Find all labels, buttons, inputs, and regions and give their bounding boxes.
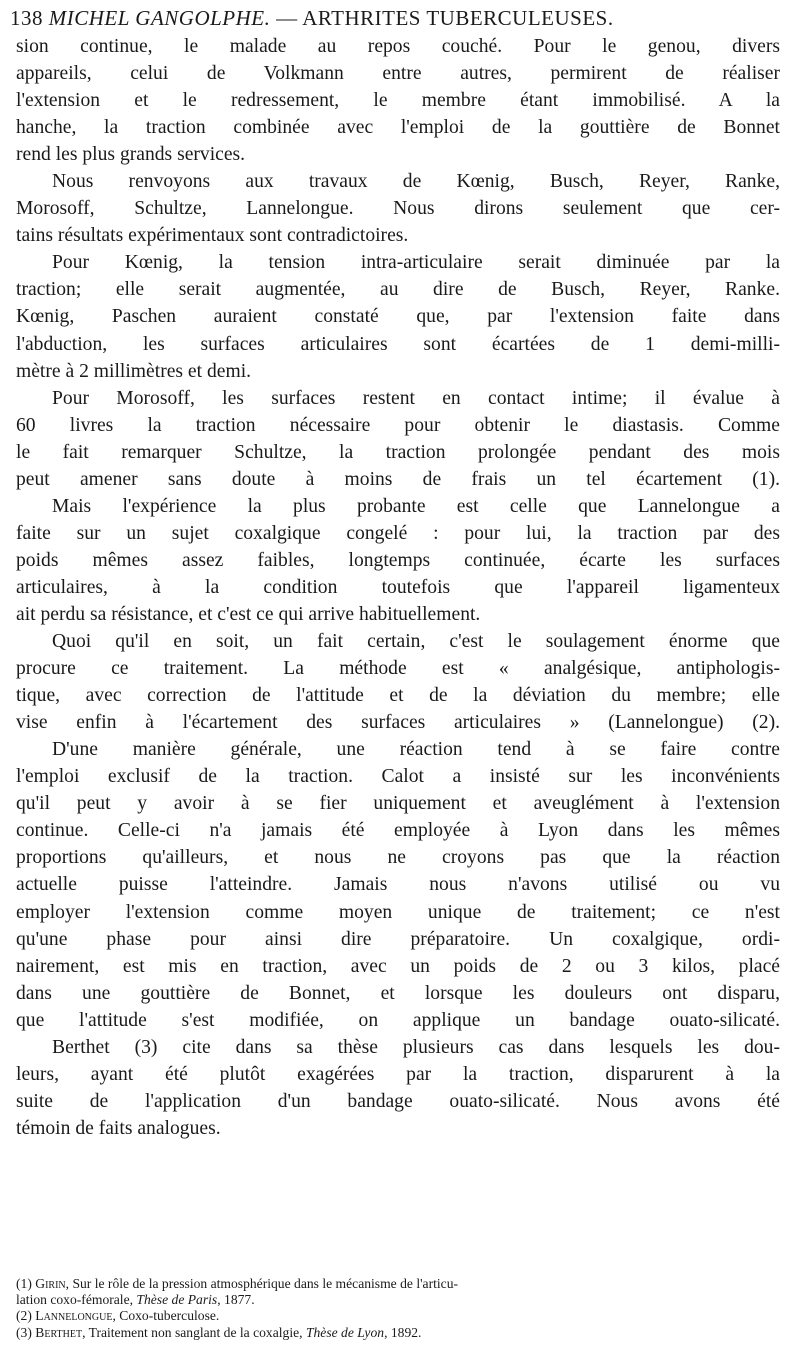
text-line: hanche, la traction combinée avec l'emploi de la gouttière de Bonnet xyxy=(16,117,780,139)
footnote-author: Girin xyxy=(35,1276,66,1291)
text-line: Morosoff, Schultze, Lannelongue. Nous dirons seulement que cer- xyxy=(16,198,780,220)
footnote-text: , Traitement non sanglant de la coxalgie, xyxy=(82,1324,306,1340)
text-line: nairement, est mis en traction, avec un poids de 2 ou 3 kilos, placé xyxy=(16,955,780,977)
running-head-separator: — xyxy=(270,6,303,30)
footnote-text: , Coxo-tuberculose. xyxy=(112,1308,220,1324)
page-number: 138 xyxy=(10,6,43,30)
running-head xyxy=(10,6,780,31)
text-line: le fait remarquer Schultze, la traction prolongée pendant des mois xyxy=(16,441,780,463)
footnote-text: , Sur le rôle de la pression atmosphérique dans le mécanisme de l'articu- xyxy=(65,1276,459,1291)
text-line: suite de l'application d'un bandage ouato-silicaté. Nous avons été xyxy=(16,1090,780,1112)
text-line: dans une gouttière de Bonnet, et lorsque les douleurs ont disparu, xyxy=(16,982,780,1004)
text-line: continue. Celle-ci n'a jamais été employée à Lyon dans les mêmes xyxy=(16,820,780,842)
text-line: faite sur un sujet coxalgique congelé : pour lui, la traction par des xyxy=(16,522,780,544)
text-line: D'une manière générale, une réaction tend à se faire contre xyxy=(52,739,780,761)
text-line: articulaires, à la condition toutefois que l'appareil ligamenteux xyxy=(16,576,780,598)
footnote-title: Thèse de Lyon xyxy=(305,1324,385,1340)
running-head-title: ARTHRITES TUBERCULEUSES. xyxy=(302,6,614,30)
footnote-line xyxy=(16,1325,780,1341)
footnote-line xyxy=(16,1292,780,1308)
text-line: proportions qu'ailleurs, et nous ne croyons pas que la réaction xyxy=(16,847,780,869)
running-head-author: MICHEL GANGOLPHE. xyxy=(48,6,271,30)
text-line: que l'attitude s'est modifiée, on applique un bandage ouato-silicaté. xyxy=(16,1009,780,1031)
footnote-number: (3) xyxy=(16,1324,32,1340)
text-line: qu'une phase pour ainsi dire préparatoire. Un coxalgique, ordi- xyxy=(16,928,780,950)
text-line: Mais l'expérience la plus probante est celle que Lannelongue a xyxy=(52,495,780,517)
text-line: l'extension et le redressement, le membre étant immobilisé. A la xyxy=(16,90,780,112)
text-line: l'abduction, les surfaces articulaires sont écartées de 1 demi-milli- xyxy=(16,333,780,355)
footnote-line xyxy=(16,1276,780,1292)
text-line: témoin de faits analogues. xyxy=(16,1117,221,1139)
text-line: rend les plus grands services. xyxy=(16,144,246,166)
text-line: traction; elle serait augmentée, au dire de Busch, Reyer, Ranke. xyxy=(16,279,780,301)
footnote-line xyxy=(16,1308,780,1324)
text-line: ait perdu sa résistance, et c'est ce qui arrive habituellement. xyxy=(16,603,481,625)
footnote-number: (1) xyxy=(16,1276,32,1291)
body-text xyxy=(16,33,780,1142)
text-line: poids mêmes assez faibles, longtemps continuée, écarte les surfaces xyxy=(16,549,780,571)
footnote-tail: , 1892. xyxy=(384,1324,422,1340)
footnote-title: Thèse de Paris xyxy=(136,1292,218,1308)
text-line: leurs, ayant été plutôt exagérées par la traction, disparurent à la xyxy=(16,1063,780,1085)
text-line: tique, avec correction de l'attitude et de la déviation du membre; elle xyxy=(16,685,780,707)
text-line: Quoi qu'il en soit, un fait certain, c'est le soulagement énorme que xyxy=(52,631,780,653)
text-line: mètre à 2 millimètres et demi. xyxy=(16,360,252,382)
text-line: qu'il peut y avoir à se fier uniquement et aveuglément à l'extension xyxy=(16,793,780,815)
footnote-author: Lannelongue xyxy=(35,1308,113,1324)
text-line: Pour Morosoff, les surfaces restent en contact intime; il évalue à xyxy=(52,387,780,409)
text-line: procure ce traitement. La méthode est « analgésique, antiphologis- xyxy=(16,658,780,680)
footnote-text: lation coxo-fémorale, xyxy=(16,1292,137,1308)
text-line: appareils, celui de Volkmann entre autres, permirent de réaliser xyxy=(16,63,780,85)
text-line: tains résultats expérimentaux sont contradictoires. xyxy=(16,225,409,247)
text-line: 60 livres la traction nécessaire pour obtenir le diastasis. Comme xyxy=(16,414,780,436)
text-line: Nous renvoyons aux travaux de Kœnig, Busch, Reyer, Ranke, xyxy=(52,171,780,193)
text-line: Berthet (3) cite dans sa thèse plusieurs cas dans lesquels les dou- xyxy=(52,1036,780,1058)
text-line: Pour Kœnig, la tension intra-articulaire serait diminuée par la xyxy=(52,252,780,274)
footnote-tail: , 1877. xyxy=(217,1292,255,1308)
text-line: peut amener sans doute à moins de frais un tel écartement (1). xyxy=(16,468,780,490)
text-line: l'emploi exclusif de la traction. Calot a insisté sur les inconvénients xyxy=(16,766,780,788)
footnotes xyxy=(16,1276,780,1341)
footnote-author: Berthet xyxy=(35,1324,83,1340)
text-line: Kœnig, Paschen auraient constaté que, par l'extension faite dans xyxy=(16,306,780,328)
text-line: sion continue, le malade au repos couché. Pour le genou, divers xyxy=(16,36,780,57)
text-line: vise enfin à l'écartement des surfaces articulaires » (Lannelongue) (2). xyxy=(16,712,780,734)
text-line: actuelle puisse l'atteindre. Jamais nous n'avons utilisé ou vu xyxy=(16,874,780,896)
footnote-number: (2) xyxy=(16,1308,32,1324)
text-line: employer l'extension comme moyen unique de traitement; ce n'est xyxy=(16,901,780,923)
